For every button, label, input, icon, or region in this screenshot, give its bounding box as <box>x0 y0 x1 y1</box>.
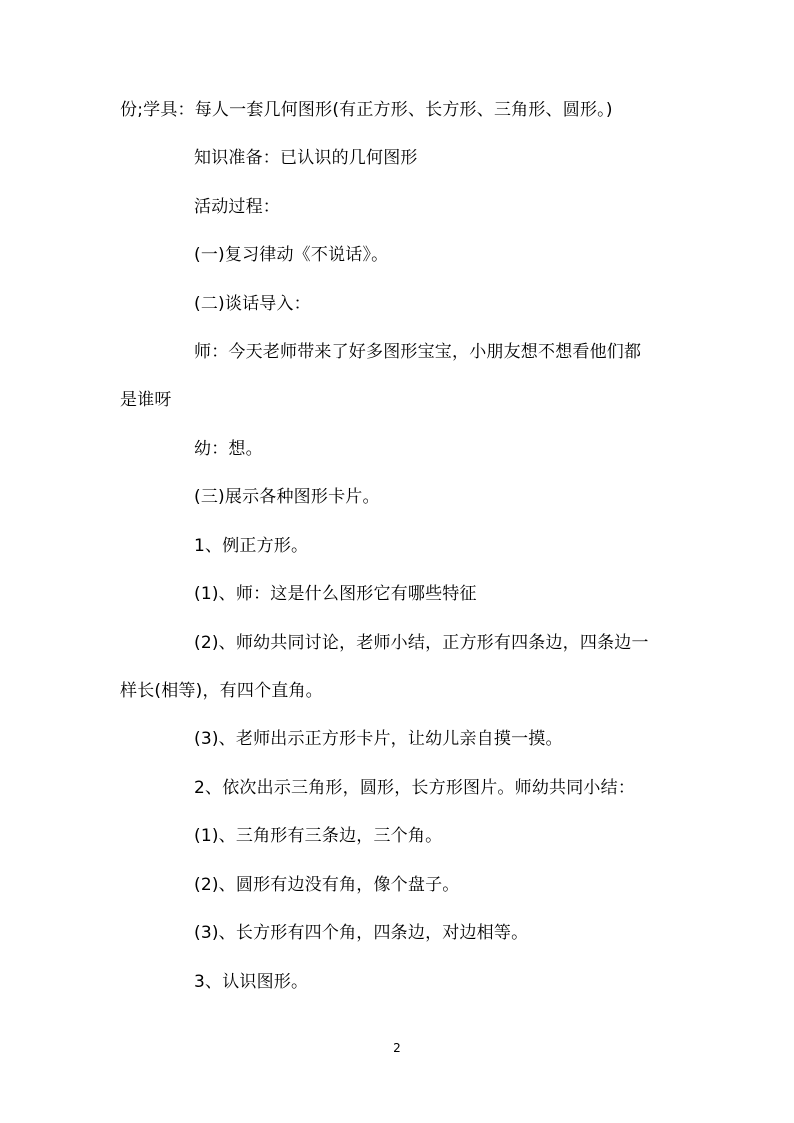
text-line: 是谁呀 <box>120 390 172 410</box>
text-line: 1、例正方形。 <box>194 536 309 556</box>
text-line: 样长(相等)，有四个直角。 <box>120 681 323 701</box>
text-line: (二)谈话导入： <box>194 294 311 314</box>
text-line: (三)展示各种图形卡片。 <box>194 487 380 507</box>
text-line: 活动过程： <box>194 197 280 217</box>
text-line: (3)、长方形有四个角，四条边，对边相等。 <box>194 923 529 943</box>
text-line: 2、依次出示三角形，圆形，长方形图片。师幼共同小结： <box>194 778 636 798</box>
text-line: (一)复习律动《不说话》。 <box>194 245 389 265</box>
text-line: 份;学具：每人一套几何图形(有正方形、长方形、三角形、圆形。) <box>120 100 613 120</box>
text-line: (1)、三角形有三条边，三个角。 <box>194 826 443 846</box>
page-number: 2 <box>393 1041 401 1055</box>
text-line: 知识准备：已认识的几何图形 <box>194 148 418 168</box>
text-line: 幼：想。 <box>194 439 263 459</box>
text-line: (2)、圆形有边没有角，像个盘子。 <box>194 875 460 895</box>
text-line: 师：今天老师带来了好多图形宝宝，小朋友想不想看他们都 <box>194 342 642 362</box>
text-line: (3)、老师出示正方形卡片，让幼儿亲自摸一摸。 <box>194 729 563 749</box>
text-line: (2)、师幼共同讨论，老师小结，正方形有四条边，四条边一 <box>194 633 649 653</box>
text-line: (1)、师：这是什么图形它有哪些特征 <box>194 584 477 604</box>
text-line: 3、认识图形。 <box>194 972 309 992</box>
